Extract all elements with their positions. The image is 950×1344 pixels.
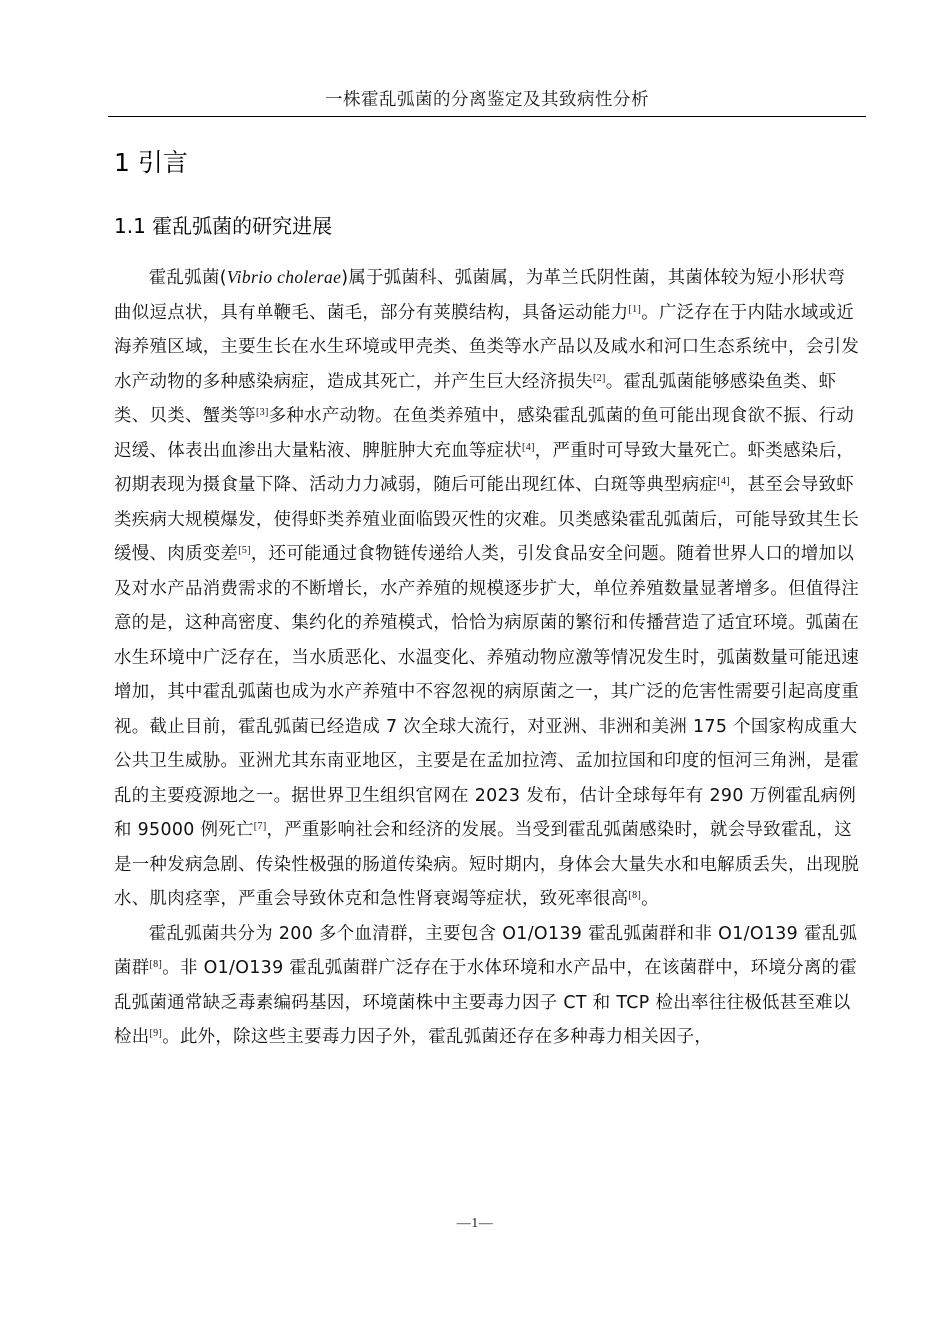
section-heading: 1 引言	[114, 148, 188, 177]
species-name: Vibrio cholerae	[226, 267, 342, 287]
running-header: 一株霍乱弧菌的分离鉴定及其致病性分析	[325, 90, 649, 110]
text-run: 。非 O1/O139 霍乱弧菌群广泛存在于水体环境和水产品中，在该菌群中，环境分离的霍乱弧菌通常缺乏毒素编码基因，环境菌株中主要毒力因子 CT 和 TCP 检出率往往极低甚至难以检出	[114, 958, 858, 1047]
citation: [8]	[628, 890, 642, 901]
citation: [7]	[253, 821, 267, 832]
citation: [4]	[522, 441, 535, 453]
text-run: 霍乱弧菌共分为 200 多个血清群，主要包含 O1/O139 霍乱弧菌群和非 O1/O139 霍乱弧菌群	[114, 923, 858, 978]
citation: [5]	[238, 545, 251, 556]
text-run: 。霍乱弧菌能够感染鱼类、虾类、贝类、蟹类等	[114, 371, 837, 426]
page-number: —1—	[456, 1216, 494, 1231]
citation: [4]	[717, 476, 730, 487]
text-run: )属于弧菌科、弧菌属，为革兰氏阴性菌，其菌体较为短小形状弯曲似逗点状，具有单鞭毛、菌毛，部分有荚膜结构，具备运动能力	[114, 268, 846, 323]
text-run: ，还可能通过食物链传递给人类，引发食品安全问题。随着世界人口的增加以及对水产品消费需求的不断增长，水产养殖的规模逐步扩大，单位养殖数量显著增多。但值得注意的是，这种高密度、集约化的养殖模式，恰恰为病原菌的繁衍和传播营造了适宜环境。弧菌在水生环境中广泛存在，当水质恶化、水温变化、养殖动物应激等情况发生时，弧菌数量可能迅速增加，其中霍乱弧菌也成为水产养殖中不容忽视的病原菌之一，其广泛的危害性需要引起高度重视。截止目前，霍乱弧菌已经造成 7 次全球大流行，对亚洲、非洲和美洲 175 个国家构成重大公共卫生威胁。亚洲尤其东南亚地区，主要是在孟加拉湾、孟加拉国和印度的恒河三角洲，是霍乱的主要疫源地之一。据世界卫生组织官网在 2023 发布，估计全球每年有 290 万例霍乱病例和 95000 例死亡	[114, 544, 860, 840]
text-run: 多种水产动物。在鱼类养殖中，感染霍乱弧菌的鱼可能出现食欲不振、行动迟缓、体表出血渗出大量粘液、脾脏肿大充血等症状	[114, 406, 855, 461]
text-run: ，甚至会导致虾类疾病大规模爆发，使得虾类养殖业面临毁灭性的灾难。贝类感染霍乱弧菌后，可能导致其生长缓慢、肉质变差	[114, 475, 860, 564]
paragraph-1	[114, 260, 860, 917]
citation: [8]	[149, 959, 163, 970]
citation: [1]	[628, 303, 642, 315]
text-run: 。	[641, 889, 659, 909]
citation: [9]	[149, 1028, 163, 1039]
citation: [2]	[593, 372, 606, 384]
text-run: ，严重时可导致大量死亡。虾类感染后，初期表现为摄食量下降、活动力力减弱，随后可能出现红体、白斑等典型病症	[114, 440, 855, 495]
header-rule	[108, 116, 866, 117]
text-run: 。此外，除这些主要毒力因子外，霍乱弧菌还存在多种毒力相关因子，	[162, 1027, 713, 1047]
body-text	[114, 260, 860, 1055]
text-run: 霍乱弧菌(	[148, 268, 227, 288]
paragraph-2	[114, 917, 860, 1055]
text-run: 。广泛存在于内陆水域或近海养殖区域，主要生长在水生环境或甲壳类、鱼类等水产品以及咸水和河口生态系统中，会引发水产动物的多种感染病症，造成其死亡，并产生巨大经济损失	[114, 302, 860, 392]
text-run: ，严重影响社会和经济的发展。当受到霍乱弧菌感染时，就会导致霍乱，这是一种发病急剧、传染性极强的肠道传染病。短时期内，身体会大量失水和电解质丢失，出现脱水、肌肉痉挛，严重会导致休克和急性肾衰竭等症状，致死率很高	[114, 820, 860, 909]
subsection-heading: 1.1 霍乱弧菌的研究进展	[114, 214, 333, 238]
citation: [3]	[255, 407, 269, 418]
